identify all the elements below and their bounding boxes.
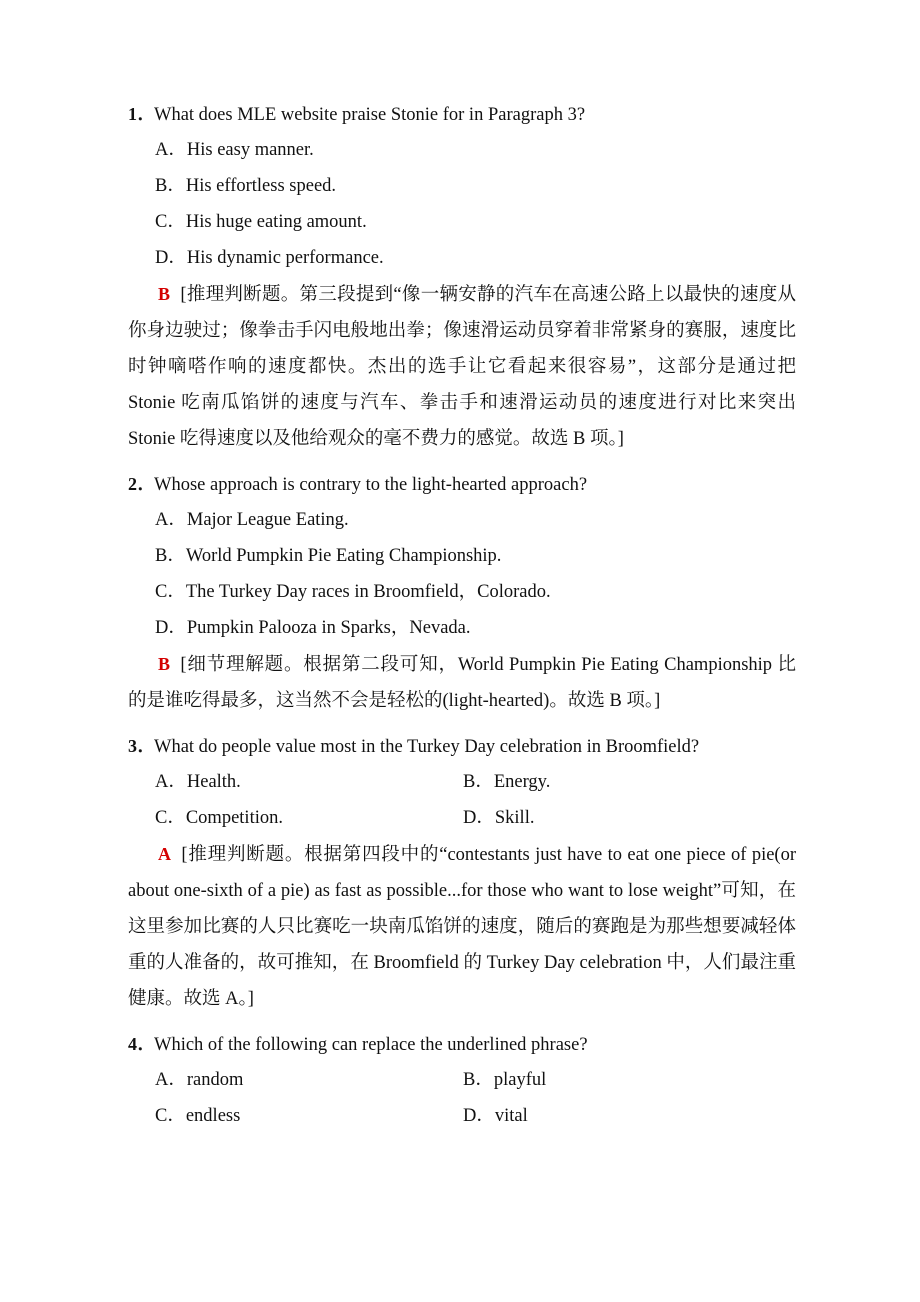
option-label: playful xyxy=(493,1070,547,1090)
question-number-2: 2． xyxy=(128,474,156,494)
option-label: Major League Eating. xyxy=(186,510,349,530)
option-key: B． xyxy=(155,176,186,196)
spacer xyxy=(128,719,796,728)
option-label: Skill. xyxy=(494,808,535,828)
option-label: Energy. xyxy=(493,772,551,792)
option-4-d[interactable] xyxy=(463,1098,763,1134)
option-key: C． xyxy=(155,212,186,232)
option-label: The Turkey Day races in Broomfield，Colorado. xyxy=(185,582,551,602)
spacer xyxy=(128,1017,796,1026)
option-row xyxy=(128,1098,796,1134)
option-1-c[interactable] xyxy=(155,204,796,240)
options-list-1 xyxy=(128,132,796,276)
option-key: A． xyxy=(155,772,187,792)
question-text-2: Whose approach is contrary to the light-hearted approach? xyxy=(154,475,588,495)
option-key: C． xyxy=(155,808,186,828)
option-row xyxy=(128,132,796,168)
option-label: endless xyxy=(185,1106,241,1126)
option-key: A． xyxy=(155,510,187,530)
option-key: D． xyxy=(155,248,187,268)
question-block-1 xyxy=(128,96,796,457)
explanation-3 xyxy=(128,836,796,1017)
option-3-a[interactable] xyxy=(155,764,463,800)
explanation-1 xyxy=(128,276,796,457)
answer-letter-2: B xyxy=(158,654,171,674)
option-row xyxy=(128,574,796,610)
option-row xyxy=(128,240,796,276)
option-1-a[interactable] xyxy=(155,132,796,168)
option-row xyxy=(128,502,796,538)
answer-letter-3: A xyxy=(158,844,172,864)
answer-key-content xyxy=(128,96,796,1134)
spacer xyxy=(128,457,796,466)
options-list-2 xyxy=(128,502,796,646)
question-stem-row-4 xyxy=(128,1026,796,1062)
option-key: A． xyxy=(155,1070,187,1090)
option-2-b[interactable] xyxy=(155,538,796,574)
option-key: B． xyxy=(463,1070,494,1090)
option-key: B． xyxy=(155,546,186,566)
question-block-4 xyxy=(128,1026,796,1134)
explanation-text-2: [细节理解题。根据第二段可知，World Pumpkin Pie Eating Championship 比的是谁吃得最多，这当然不会是轻松的(light-hearted)。故选 B 项。] xyxy=(128,655,796,711)
option-key: D． xyxy=(463,1106,495,1126)
option-label: His dynamic performance. xyxy=(186,248,384,268)
question-text-4: Which of the following can replace the underlined phrase? xyxy=(154,1035,588,1055)
question-block-2 xyxy=(128,466,796,719)
question-stem-row-2 xyxy=(128,466,796,502)
option-2-a[interactable] xyxy=(155,502,796,538)
option-row xyxy=(128,764,796,800)
option-label: Health. xyxy=(186,772,241,792)
options-list-3 xyxy=(128,764,796,836)
option-3-c[interactable] xyxy=(155,800,463,836)
option-key: C． xyxy=(155,1106,186,1126)
question-block-3 xyxy=(128,728,796,1017)
question-text-3: What do people value most in the Turkey Day celebration in Broomfield? xyxy=(154,737,700,757)
option-label: Pumpkin Palooza in Sparks，Nevada. xyxy=(186,618,471,638)
question-stem-row-3 xyxy=(128,728,796,764)
option-row xyxy=(128,1062,796,1098)
option-key: D． xyxy=(155,618,187,638)
option-label: His huge eating amount. xyxy=(185,212,367,232)
option-4-a[interactable] xyxy=(155,1062,463,1098)
option-3-b[interactable] xyxy=(463,764,763,800)
option-2-c[interactable] xyxy=(155,574,796,610)
explanation-2 xyxy=(128,646,796,719)
option-label: His easy manner. xyxy=(186,140,314,160)
option-row xyxy=(128,538,796,574)
option-1-d[interactable] xyxy=(155,240,796,276)
option-key: A． xyxy=(155,140,187,160)
question-number-3: 3． xyxy=(128,736,156,756)
question-number-1: 1． xyxy=(128,104,156,124)
option-3-d[interactable] xyxy=(463,800,763,836)
option-label: World Pumpkin Pie Eating Championship. xyxy=(185,546,502,566)
option-4-c[interactable] xyxy=(155,1098,463,1134)
option-label: random xyxy=(186,1070,244,1090)
option-4-b[interactable] xyxy=(463,1062,763,1098)
option-label: vital xyxy=(494,1106,528,1126)
option-key: C． xyxy=(155,582,186,602)
option-key: B． xyxy=(463,772,494,792)
option-row xyxy=(128,800,796,836)
option-row xyxy=(128,168,796,204)
question-stem-row-1 xyxy=(128,96,796,132)
option-key: D． xyxy=(463,808,495,828)
question-text-1: What does MLE website praise Stonie for in Paragraph 3? xyxy=(154,105,586,125)
option-row xyxy=(128,610,796,646)
question-number-4: 4． xyxy=(128,1034,156,1054)
answer-letter-1: B xyxy=(158,284,171,304)
option-label: Competition. xyxy=(185,808,283,828)
explanation-text-1: [推理判断题。第三段提到“像一辆安静的汽车在高速公路上以最快的速度从你身边驶过；像拳击手闪电般地出拳；像速滑运动员穿着非常紧身的赛服，速度比时钟嘀嗒作响的速度都快。杰出的选手让它看起来很容易”，这部分是通过把 Stonie 吃南瓜馅饼的速度与汽车、拳击手和速滑运动员的速度进行对比来突出 Stonie 吃得速度以及他给观众的毫不费力的感觉。故选 B 项。] xyxy=(128,285,796,449)
option-1-b[interactable] xyxy=(155,168,796,204)
option-label: His effortless speed. xyxy=(185,176,337,196)
option-row xyxy=(128,204,796,240)
explanation-text-3: [推理判断题。根据第四段中的“contestants just have to eat one piece of pie(or about one-sixth of a pie) as fast as possible...for those who want to lose weight”可知，在这里参加比赛的人只比赛吃一块南瓜馅饼的速度，随后的赛跑是为那些想要减轻体重的人准备的，故可推知，在 Broomfield 的 Turkey Day celebration 中，人们最注重健康。故选 A。] xyxy=(128,845,796,1009)
options-list-4 xyxy=(128,1062,796,1134)
option-2-d[interactable] xyxy=(155,610,796,646)
